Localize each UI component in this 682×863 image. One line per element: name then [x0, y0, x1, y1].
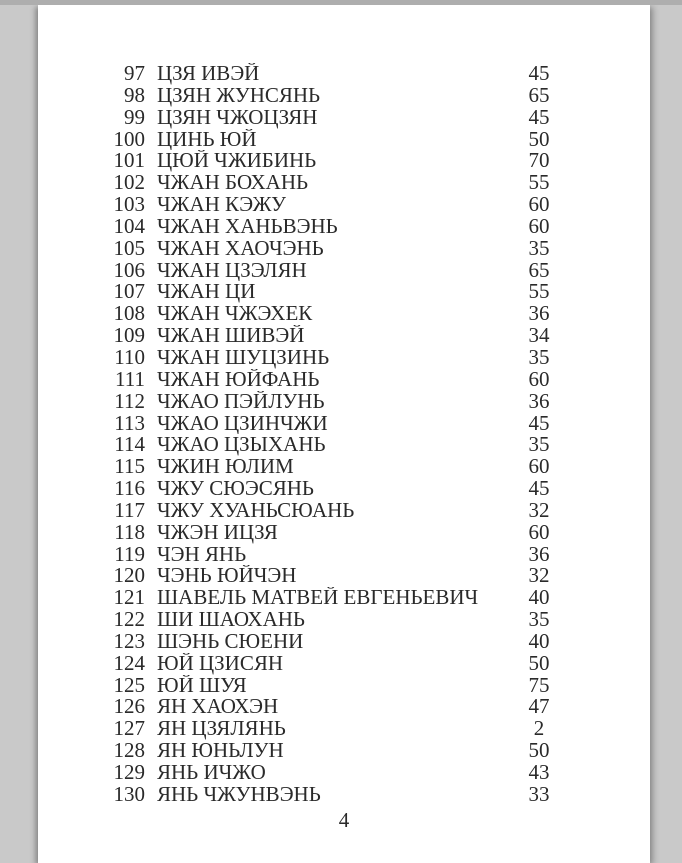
list-row [38, 194, 650, 216]
person-name: ЧЖАО ЦЗИНЧЖИ [157, 412, 328, 435]
score-value: 60 [528, 192, 550, 217]
page-number: 4 [338, 808, 350, 832]
row-number: 122 [113, 607, 145, 632]
person-name: ЧЖИН ЮЛИМ [157, 456, 294, 479]
row-number: 110 [114, 344, 145, 369]
row-number: 111 [115, 366, 145, 391]
score-value: 35 [528, 344, 550, 369]
list-row [38, 388, 650, 413]
list-row [38, 104, 650, 129]
row-number: 108 [113, 301, 145, 326]
score-value: 50 [528, 650, 550, 675]
list-row [38, 628, 650, 653]
score-value: 35 [528, 432, 550, 457]
person-name: ЦИНЬ ЮЙ [157, 128, 257, 151]
person-name: ЧЖАН ЦИ [157, 281, 256, 304]
list-row [38, 456, 650, 478]
list-row [38, 519, 650, 544]
person-name: ЧЖАН ХАНЬВЭНЬ [157, 215, 338, 238]
row-number: 123 [113, 628, 145, 653]
person-name: ЧЖАН ЮЙФАНЬ [157, 368, 320, 391]
list-row [38, 740, 650, 762]
row-number: 129 [113, 760, 145, 784]
list-row [38, 650, 650, 675]
person-name: ЧЖАН ХАОЧЭНЬ [157, 237, 324, 260]
person-name: ЯН ХАОХЭН [157, 696, 279, 719]
row-number: 128 [113, 738, 145, 763]
person-name: ЧЖУ ХУАНЬСЮАНЬ [157, 499, 355, 522]
person-name: ЯН ЮНЬЛУН [157, 740, 284, 762]
list-row [38, 325, 650, 347]
row-number: 115 [114, 454, 145, 479]
list-row [38, 478, 650, 500]
row-number: 130 [113, 781, 145, 806]
score-value: 45 [528, 104, 550, 129]
row-number: 120 [113, 563, 145, 588]
score-value: 36 [528, 541, 550, 566]
person-name: ЮЙ ШУЯ [157, 674, 247, 697]
score-value: 40 [528, 628, 550, 653]
score-value: 40 [528, 585, 550, 610]
row-number: 119 [114, 541, 145, 566]
document-page [38, 5, 650, 863]
score-value: 33 [528, 781, 550, 806]
row-number: 102 [113, 170, 145, 195]
person-name: ЦЗЯН ЖУНСЯНЬ [157, 84, 321, 107]
row-number: 116 [114, 476, 145, 501]
person-name: ЧЖАН ЦЗЭЛЯН [157, 259, 307, 282]
score-value: 55 [528, 170, 550, 195]
list-row [38, 541, 650, 566]
score-value: 34 [528, 323, 550, 348]
person-name: ЧЭН ЯНЬ [157, 543, 247, 566]
row-number: 101 [113, 148, 145, 173]
list-row [38, 213, 650, 238]
score-value: 60 [528, 366, 550, 391]
person-name: ЧЖАН ШИВЭЙ [157, 325, 305, 347]
person-name: ЧЖАО ЦЗЫХАНЬ [157, 434, 326, 457]
row-number: 97 [124, 61, 145, 85]
score-value: 43 [528, 760, 550, 784]
list-row [38, 303, 650, 325]
row-number: 106 [113, 257, 145, 282]
score-value: 50 [528, 738, 550, 763]
person-name: ЦЗЯ ИВЭЙ [157, 63, 260, 85]
person-name: ЯНЬ ЧЖУНВЭНЬ [157, 783, 321, 806]
list-row [38, 587, 650, 609]
person-name: ЦЮЙ ЧЖИБИНЬ [157, 150, 317, 173]
score-value: 65 [528, 82, 550, 107]
person-name: ЧЖЭН ИЦЗЯ [157, 521, 278, 544]
row-number: 126 [113, 694, 145, 719]
list-row [38, 718, 650, 740]
person-name: ЧЭНЬ ЮЙЧЭН [157, 565, 297, 588]
row-number: 127 [113, 716, 145, 741]
person-name: ЧЖАН ШУЦЗИНЬ [157, 346, 330, 369]
list-row [38, 672, 650, 697]
row-number: 100 [113, 126, 145, 151]
person-name: ЧЖАН БОХАНЬ [157, 172, 309, 195]
list-row [38, 235, 650, 260]
score-value: 70 [528, 148, 550, 173]
person-name: ЧЖАН ЧЖЭХЕК [157, 303, 313, 326]
row-number: 98 [124, 82, 145, 107]
score-value: 32 [528, 563, 550, 588]
name-score-list [38, 63, 650, 806]
list-row [38, 344, 650, 369]
row-number: 124 [113, 650, 145, 675]
row-number: 109 [113, 323, 145, 348]
score-value: 55 [528, 279, 550, 304]
list-row [38, 410, 650, 435]
list-row [38, 281, 650, 303]
row-number: 121 [113, 585, 145, 610]
list-row [38, 82, 650, 107]
list-row [38, 609, 650, 631]
list-row [38, 696, 650, 718]
list-row [38, 434, 650, 456]
row-number: 117 [114, 497, 145, 522]
list-row [38, 63, 650, 85]
score-value: 35 [528, 235, 550, 260]
score-value: 36 [528, 301, 550, 326]
list-row [38, 565, 650, 587]
score-value: 60 [528, 519, 550, 544]
row-number: 114 [114, 432, 145, 457]
score-value: 60 [528, 454, 550, 479]
person-name: ЧЖАО ПЭЙЛУНЬ [157, 390, 325, 413]
list-row [38, 366, 650, 391]
score-value: 47 [528, 694, 550, 719]
row-number: 105 [113, 235, 145, 260]
row-number: 125 [113, 672, 145, 697]
row-number: 112 [114, 388, 145, 413]
score-value: 45 [528, 410, 550, 435]
row-number: 118 [114, 519, 145, 544]
score-value: 35 [528, 607, 550, 632]
score-value: 32 [528, 497, 550, 522]
person-name: ЮЙ ЦЗИСЯН [157, 652, 284, 675]
page-gap-strip [0, 0, 682, 5]
list-row [38, 762, 650, 784]
person-name: ЦЗЯН ЧЖОЦЗЯН [157, 106, 318, 129]
person-name: ШИ ШАОХАНЬ [157, 609, 305, 631]
row-number: 113 [114, 410, 145, 435]
person-name: ШЭНЬ СЮЕНИ [157, 630, 304, 653]
score-value: 50 [528, 126, 550, 151]
person-name: ЧЖУ СЮЭСЯНЬ [157, 478, 314, 500]
row-number: 99 [124, 104, 145, 129]
score-value: 2 [533, 716, 545, 741]
score-value: 45 [528, 476, 550, 501]
list-row [38, 150, 650, 172]
list-row [38, 781, 650, 806]
score-value: 60 [528, 213, 550, 238]
row-number: 104 [113, 213, 145, 238]
list-row [38, 126, 650, 151]
row-number: 107 [113, 279, 145, 304]
list-row [38, 257, 650, 282]
person-name: ЯН ЦЗЯЛЯНЬ [157, 718, 286, 741]
list-row [38, 497, 650, 522]
list-row [38, 172, 650, 194]
score-value: 45 [528, 61, 550, 85]
score-value: 75 [528, 672, 550, 697]
row-number: 103 [113, 192, 145, 217]
score-value: 65 [528, 257, 550, 282]
person-name: ЯНЬ ИЧЖО [157, 762, 266, 784]
person-name: ШАВЕЛЬ МАТВЕЙ ЕВГЕНЬЕВИЧ [157, 587, 479, 610]
person-name: ЧЖАН КЭЖУ [157, 194, 287, 216]
score-value: 36 [528, 388, 550, 413]
